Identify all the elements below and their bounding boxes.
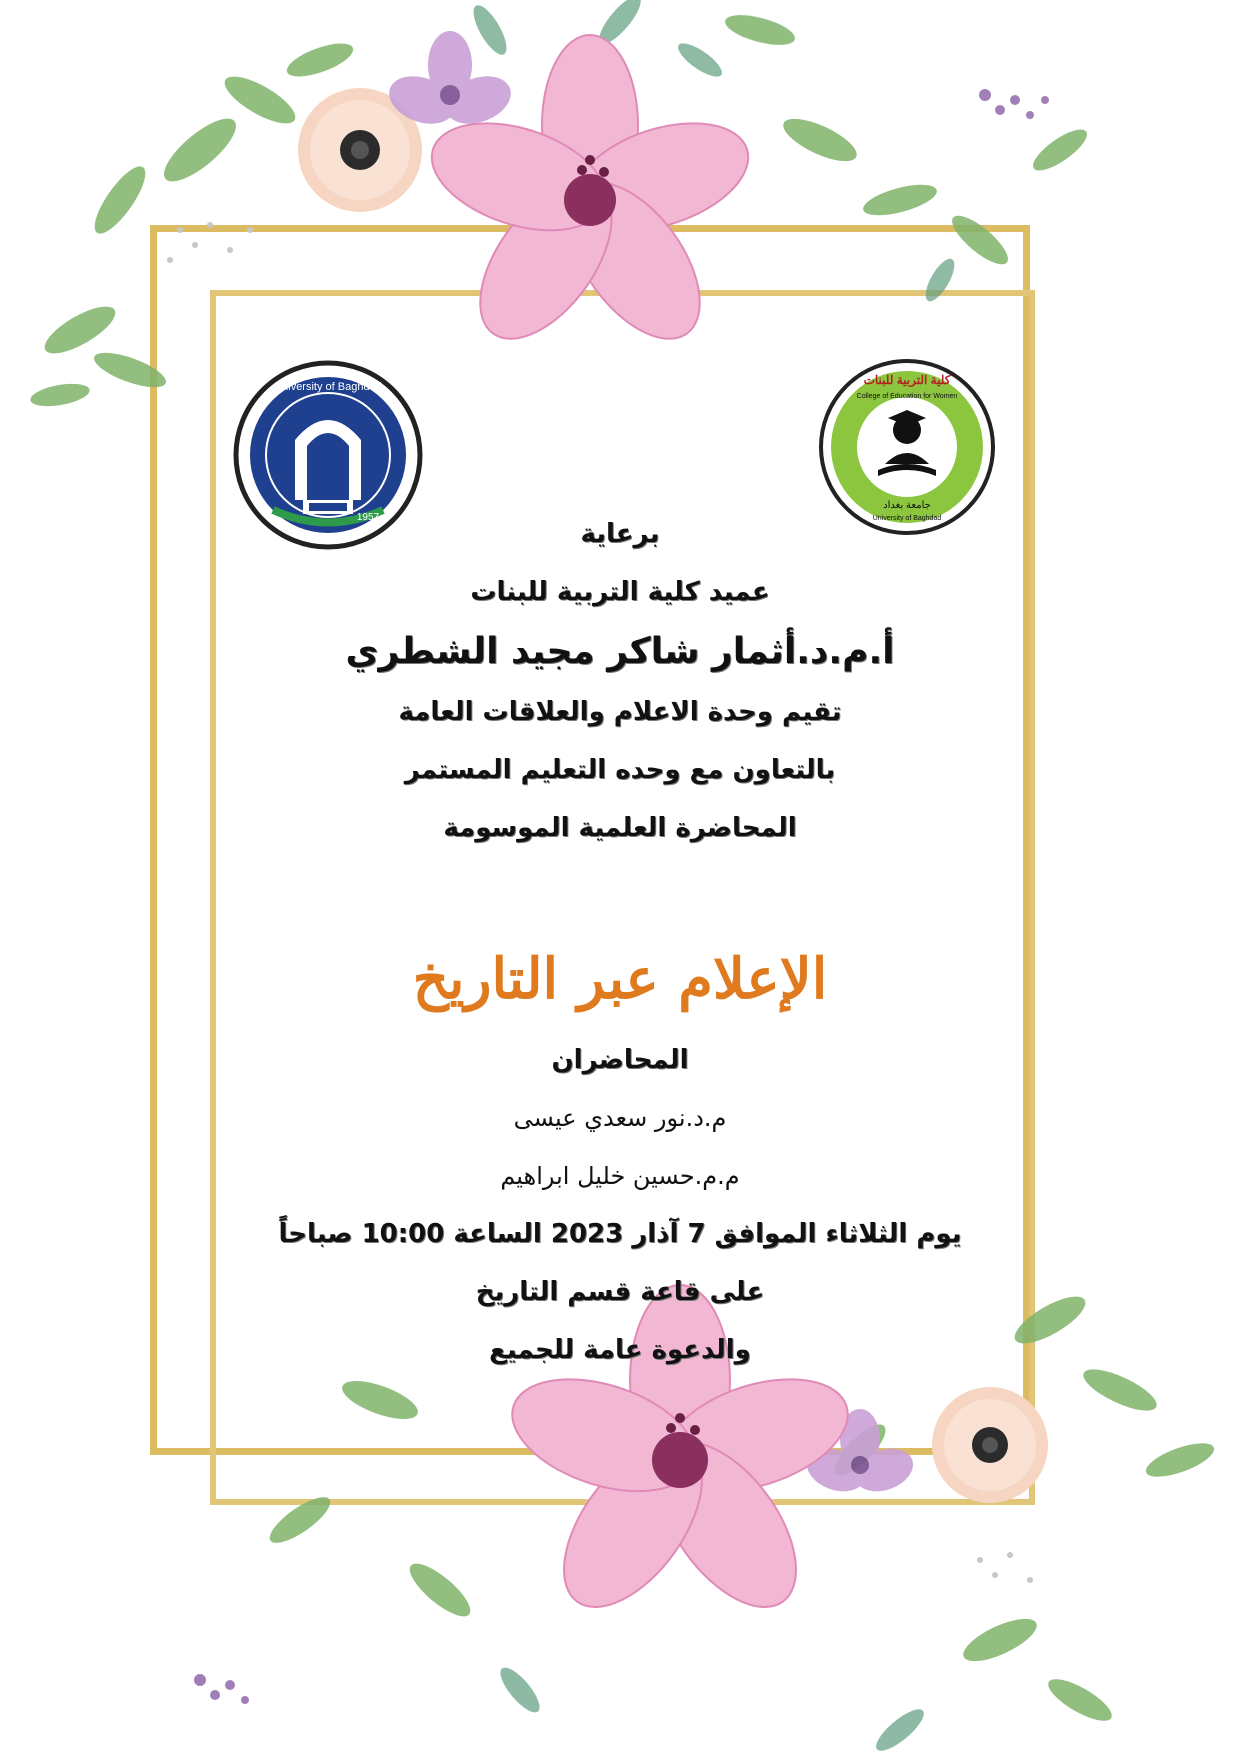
venue-line: على قاعة قسم التاريخ	[475, 1277, 765, 1307]
lecturer-1: م.د.نور سعدي عيسى	[513, 1104, 727, 1132]
svg-text:University of Baghdad: University of Baghdad	[872, 515, 942, 522]
lecture-intro: المحاضرة العلمية الموسومة	[443, 813, 797, 843]
svg-text:جامعة بغداد: جامعة بغداد	[883, 500, 931, 511]
svg-text:University of Baghdad: University of Baghdad	[274, 381, 382, 393]
svg-text:College of Education for Women: College of Education for Women	[856, 393, 958, 400]
invitation-note: والدعوة عامة للجميع	[489, 1335, 751, 1365]
top-floral-decoration	[0, 0, 1241, 470]
lecturers-label: المحاضران	[551, 1045, 689, 1075]
svg-text:كلية التربية للبنات: كلية التربية للبنات	[863, 373, 951, 387]
cooperation-line: بالتعاون مع وحده التعليم المستمر	[404, 755, 836, 785]
date-time-line: يوم الثلاثاء الموافق 7 آذار 2023 الساعة 10:00 صباحاً	[278, 1219, 962, 1249]
invitation-text-block	[250, 505, 990, 1379]
under-patronage: برعاية	[580, 519, 660, 549]
svg-text:1957: 1957	[356, 512, 380, 523]
lecturer-2: م.م.حسين خليل ابراهيم	[500, 1162, 740, 1190]
dean-title: عميد كلية التربية للبنات	[470, 577, 770, 607]
dean-name: أ.م.د.أثمار شاكر مجيد الشطري	[345, 631, 895, 672]
organizer-line: تقيم وحدة الاعلام والعلاقات العامة	[398, 697, 842, 727]
lecture-title: الإعلام عبر التاريخ	[412, 946, 828, 1012]
